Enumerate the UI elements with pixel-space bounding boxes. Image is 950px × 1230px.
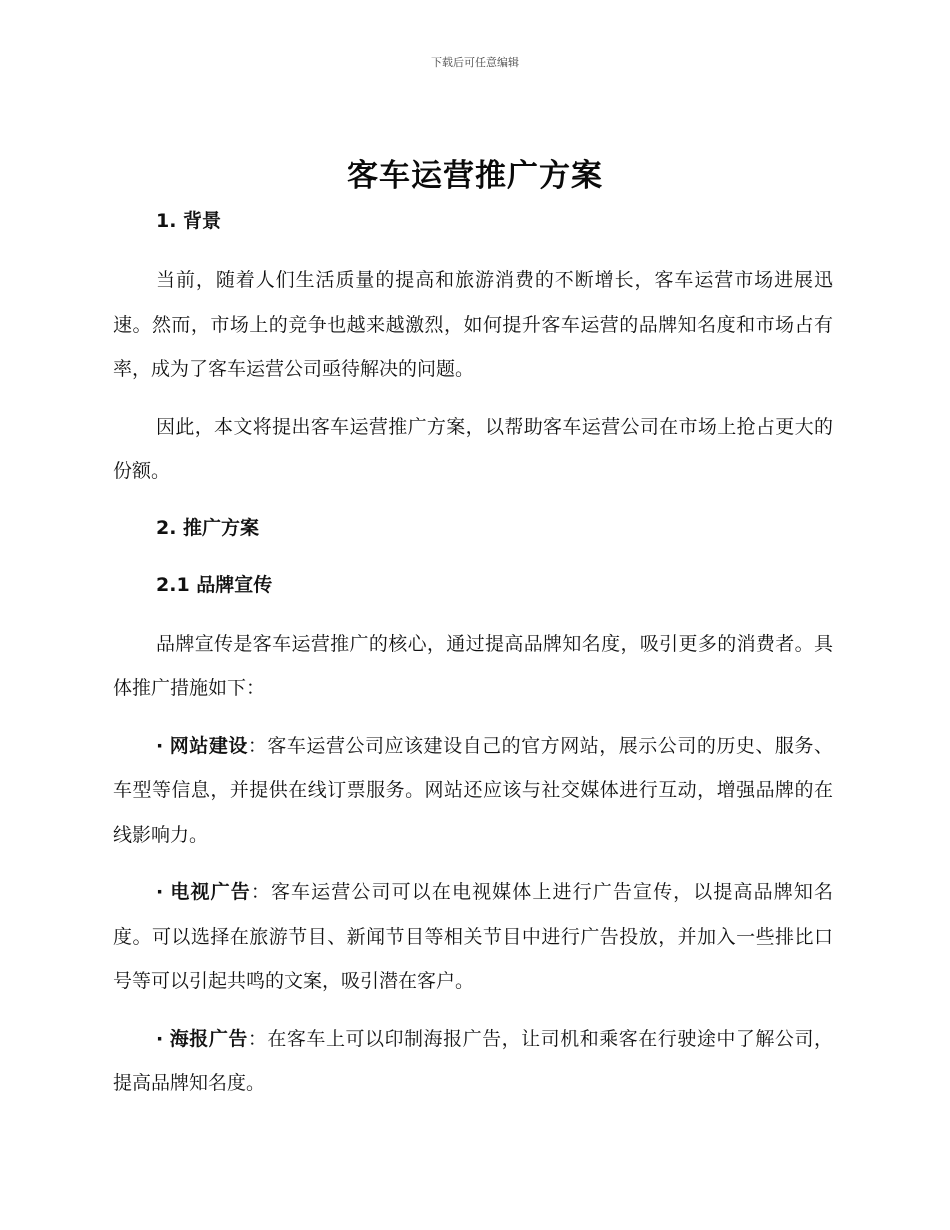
bullet-marker: ·: [156, 734, 164, 757]
bullet-label: 网站建设: [169, 734, 248, 757]
paragraph: 品牌宣传是客车运营推广的核心，通过提高品牌知名度，吸引更多的消费者。具体推广措施如下：: [113, 632, 833, 699]
subsection-heading-brand-promotion: 2.1 品牌宣传: [156, 573, 273, 596]
document-body: [113, 201, 833, 1106]
bullet-marker: ·: [156, 881, 164, 903]
bullet-item-poster-ads: [113, 1017, 833, 1106]
paragraph: 当前，随着人们生活质量的提高和旅游消费的不断增长，客车运营市场进展迅速。然而，市场上的竞争也越来越激烈，如何提升客车运营的品牌知名度和市场占有率，成为了客车运营公司亟待解决的问题。: [113, 269, 833, 380]
bullet-text: ：在客车上可以印制海报广告，让司机和乘客在行驶途中了解公司，提高品牌知名度。: [113, 1027, 833, 1094]
bullet-label: 电视广告: [170, 881, 251, 903]
bullet-label: 海报广告: [169, 1027, 248, 1050]
bullet-text: ：客车运营公司可以在电视媒体上进行广告宣传，以提高品牌知名度。可以选择在旅游节目、新闻节目等相关节目中进行广告投放，并加入一些排比口号等可以引起共鸣的文案，吸引潜在客户。: [113, 881, 833, 992]
bullet-item-website: [113, 724, 833, 858]
paragraph: 因此，本文将提出客车运营推广方案，以帮助客车运营公司在市场上抢占更大的份额。: [113, 415, 833, 482]
header-note: 下载后可任意编辑: [431, 56, 519, 69]
document-title: 客车运营推广方案: [347, 158, 603, 194]
bullet-marker: ·: [156, 1027, 164, 1050]
bullet-text: ：客车运营公司应该建设自己的官方网站，展示公司的历史、服务、车型等信息，并提供在线订票服务。网站还应该与社交媒体进行互动，增强品牌的在线影响力。: [113, 734, 833, 846]
section-heading-promotion-plan: 2. 推广方案: [156, 516, 260, 539]
section-heading-background: 1. 背景: [156, 210, 222, 232]
bullet-item-tv-ads: [113, 870, 833, 1004]
